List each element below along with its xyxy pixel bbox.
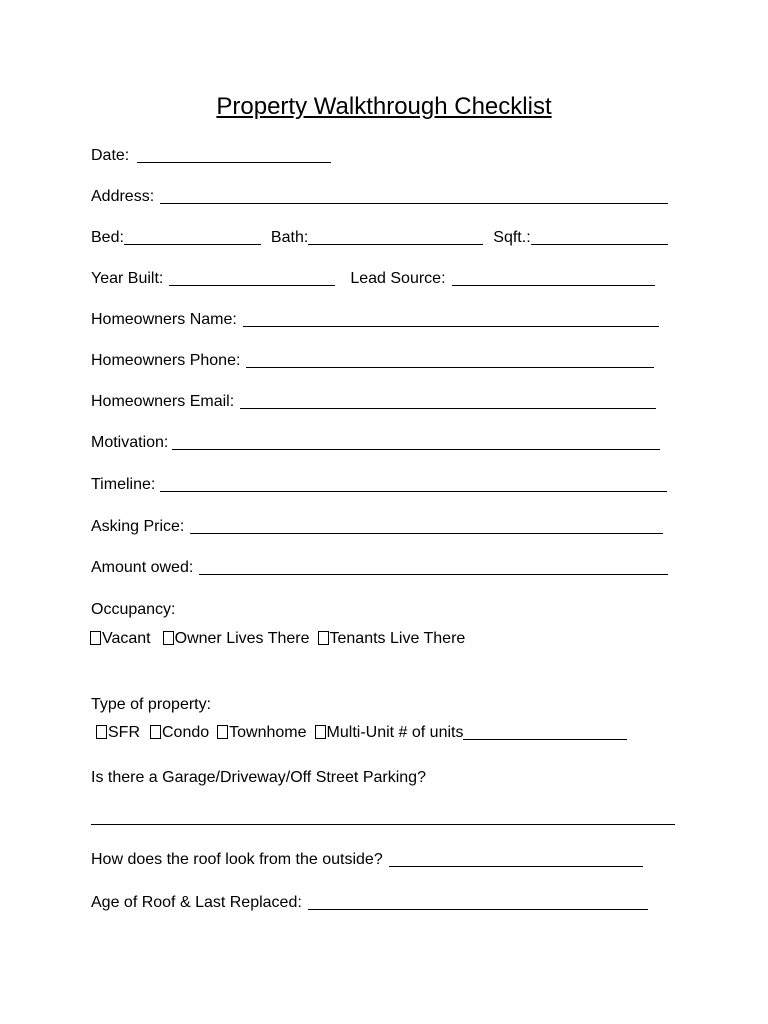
amount-owed-row: [91, 556, 668, 578]
occupancy-option-tenants[interactable]: Tenants Live There: [318, 629, 466, 649]
roof-age-label: Age of Roof & Last Replaced:: [91, 894, 302, 911]
lead-source-field[interactable]: [452, 285, 655, 286]
property-type-option-condo[interactable]: Condo: [150, 723, 209, 743]
parking-question-row: [91, 766, 426, 788]
address-field[interactable]: [160, 203, 668, 204]
sqft-field[interactable]: [531, 244, 668, 245]
homeowners-name-field[interactable]: [243, 326, 659, 327]
checkbox-icon[interactable]: [318, 631, 329, 645]
checkbox-icon[interactable]: [90, 631, 101, 645]
property-type-option-sfr[interactable]: SFR: [96, 723, 140, 743]
motivation-field[interactable]: [172, 449, 660, 450]
roof-age-field[interactable]: [308, 909, 648, 910]
bath-field[interactable]: [308, 244, 483, 245]
occupancy-option-owner[interactable]: Owner Lives There: [163, 629, 310, 649]
checkbox-icon[interactable]: [150, 725, 161, 739]
year-built-field[interactable]: [169, 285, 335, 286]
asking-price-field[interactable]: [190, 533, 663, 534]
homeowners-email-label: Homeowners Email:: [91, 393, 235, 410]
amount-owed-field[interactable]: [199, 574, 668, 575]
sqft-label: Sqft.:: [493, 229, 531, 246]
asking-price-row: [91, 515, 663, 537]
parking-answer-row: [91, 806, 675, 828]
roof-age-row: [91, 891, 648, 913]
homeowners-name-label: Homeowners Name:: [91, 311, 237, 328]
homeowners-phone-row: [91, 349, 654, 371]
property-type-option-townhome[interactable]: Townhome: [217, 723, 306, 743]
lead-source-label: Lead Source:: [350, 270, 446, 287]
year-built-label: Year Built:: [91, 270, 164, 287]
timeline-field[interactable]: [160, 491, 667, 492]
occupancy-heading-row: [91, 598, 175, 620]
property-type-heading-row: [91, 693, 211, 715]
parking-answer-field[interactable]: [91, 824, 675, 825]
units-count-field[interactable]: [463, 739, 627, 740]
homeowners-email-field[interactable]: [240, 408, 656, 409]
year-lead-row: [91, 267, 655, 289]
occupancy-options: [90, 627, 465, 649]
bed-bath-sqft-row: [91, 226, 668, 248]
property-type-option-multi-unit[interactable]: Multi-Unit # of units: [315, 723, 464, 743]
date-label: Date:: [91, 147, 130, 164]
checkbox-icon[interactable]: [217, 725, 228, 739]
property-type-options: [96, 721, 627, 743]
homeowners-name-row: [91, 308, 659, 330]
timeline-row: [91, 473, 667, 495]
timeline-label: Timeline:: [91, 476, 156, 493]
amount-owed-label: Amount owed:: [91, 559, 194, 576]
bath-label: Bath:: [270, 229, 309, 246]
parking-question-label: Is there a Garage/Driveway/Off Street Parking?: [91, 769, 426, 786]
roof-look-field[interactable]: [389, 866, 643, 867]
checkbox-icon[interactable]: [315, 725, 326, 739]
occupancy-option-vacant[interactable]: Vacant: [90, 629, 151, 649]
property-type-label: Type of property:: [91, 696, 212, 713]
roof-look-row: [91, 848, 643, 870]
checkbox-icon[interactable]: [163, 631, 174, 645]
occupancy-label: Occupancy:: [91, 601, 176, 618]
bed-field[interactable]: [124, 244, 261, 245]
homeowners-phone-field[interactable]: [246, 367, 654, 368]
address-row: [91, 185, 668, 207]
homeowners-phone-label: Homeowners Phone:: [91, 352, 241, 369]
address-label: Address:: [91, 188, 155, 205]
motivation-row: [91, 431, 660, 453]
bed-label: Bed:: [91, 229, 124, 246]
roof-look-label: How does the roof look from the outside?: [91, 851, 383, 868]
page-title: Property Walkthrough Checklist: [216, 93, 552, 120]
motivation-label: Motivation:: [91, 434, 169, 451]
date-row: [91, 144, 331, 166]
asking-price-label: Asking Price:: [91, 518, 185, 535]
homeowners-email-row: [91, 390, 656, 412]
checkbox-icon[interactable]: [96, 725, 107, 739]
date-field[interactable]: [137, 162, 331, 163]
